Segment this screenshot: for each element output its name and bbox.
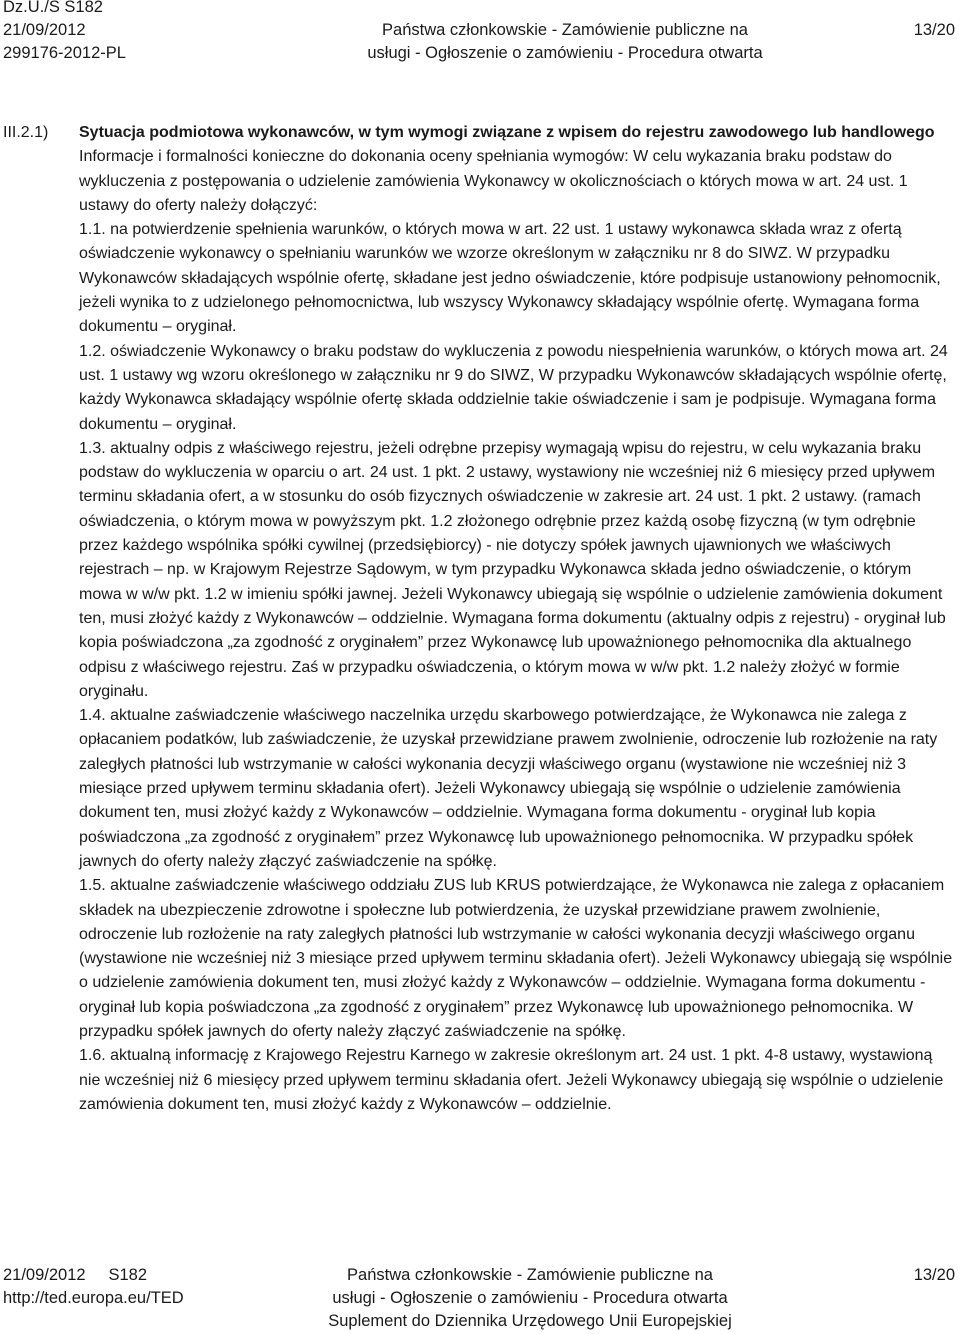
paragraph-1-4: 1.4. aktualne zaświadczenie właściwego naczelnika urzędu skarbowego potwierdzające, że Wykonawca nie zalega z opłacaniem podatków, lub zaświadczenie, że uzyskał przewidziane prawem zwolnienie, odroczenie lub rozłożenie na raty zaległych płatności lub wstrzymanie w całości wykonania decyzji właściwego organu (wystawione nie wcześniej niż 3 miesiące przed upływem terminu składania ofert). Jeżeli Wykonawcy ubiegają się wspólnie o udzielenie zamówienia dokument ten, musi złożyć każdy z Wykonawców – oddzielnie. Wymagana forma dokumentu - oryginał lub kopia poświadczona „za zgodność z oryginałem” przez Wykonawcę lub upoważnionego pełnomocnika. W przypadku spółek jawnych do oferty należy złączyć zaświadczenie na spółkę.: [79, 707, 938, 870]
footer-date-issue: 21/09/2012 S182: [3, 1266, 148, 1284]
header-left: [3, 0, 126, 65]
paragraph-1-5: 1.5. aktualne zaświadczenie właściwego oddziału ZUS lub KRUS potwierdzające, że Wykonawca nie zalega z opłacaniem składek na ubezpieczenie zdrowotne i społeczne lub potwierdzenia, że uzyskał przewidziane prawem zwolnienie, odroczenie lub rozłożenie na raty zaległych płatności lub wstrzymanie w całości wykonania decyzji właściwego organu (wystawione nie wcześniej niż 3 miesiące przed upływem terminu składania ofert). Jeżeli Wykonawcy ubiegają się wspólnie o udzielenie zamówienia dokument ten, musi złożyć każdy z Wykonawców – oddzielnie. Wymagana forma dokumentu - oryginał lub kopia poświadczona „za zgodność z oryginałem” przez Wykonawcę lub upoważnionego pełnomocnika. W przypadku spółek jawnych do oferty należy złączyć zaświadczenie na spółkę.: [79, 877, 953, 1040]
section-content: [79, 121, 957, 1117]
footer-left: [3, 1264, 184, 1310]
doc-reference: Dz.U./S S182: [3, 0, 103, 16]
header-title: [320, 19, 810, 65]
notice-id: 299176-2012-PL: [3, 44, 126, 62]
section-number: III.2.1): [3, 124, 49, 141]
header-title-line1: Państwa członkowskie - Zamówienie publiczne na: [382, 21, 748, 39]
page-header: [0, 0, 960, 70]
footer-title-line2: usługi - Ogłoszenie o zamówieniu - Procedura otwarta: [332, 1289, 728, 1307]
paragraph-intro: Informacje i formalności konieczne do dokonania oceny spełniania wymogów: W celu wykazania braku podstaw do wykluczenia z postępowania o udzielenie zamówienia Wykonawcy w okolicznościach o których mowa w art. 24 ust. 1 ustawy do oferty należy dołączyć:: [79, 148, 908, 214]
page-footer: [0, 1264, 960, 1334]
paragraph-1-1: 1.1. na potwierdzenie spełnienia warunków, o których mowa w art. 22 ust. 1 ustawy wykonawca składa wraz z ofertą oświadczenie wykonawcy o spełnianiu warunków we wzorze określonym w załączniku nr 8 do SIWZ. W przypadku Wykonawców składających wspólnie ofertę, składane jest jedno oświadczenie, które podpisuje ustanowiony pełnomocnik, jeżeli wynika to z udzielonego pełnomocnictwa, lub wszyscy Wykonawcy składający wspólnie ofertę. Wymagana forma dokumentu – oryginał.: [79, 221, 941, 336]
header-date: 21/09/2012: [3, 21, 86, 39]
footer-title-line1: Państwa członkowskie - Zamówienie publiczne na: [347, 1266, 713, 1284]
header-title-line2: usługi - Ogłoszenie o zamówieniu - Procedura otwarta: [367, 44, 763, 62]
header-page-number: 13/20: [913, 21, 955, 39]
footer-url-link[interactable]: http://ted.europa.eu/TED: [3, 1289, 184, 1307]
paragraph-1-3: 1.3. aktualny odpis z właściwego rejestru, jeżeli odrębne przepisy wymagają wpisu do rejestru, w celu wykazania braku podstaw do wykluczenia w oparciu o art. 24 ust. 1 pkt. 2 ustawy, wystawiony nie wcześniej niż 6 miesięcy przed upływem terminu składania ofert, a w stosunku do osób fizycznych oświadczenie w zakresie art. 24 ust. 1 pkt. 2 ustawy. (ramach oświadczenia, o którym mowa w powyższym pkt. 1.2 złożonego odrębnie przez każdą osobę fizyczną (w tym odrębnie przez każdego wspólnika spółki cywilnej (przedsiębiorcy) - nie dotyczy spółek jawnych ujawnionych we właściwych rejestrach – np. w Krajowym Rejestrze Sądowym, w tym przypadku Wykonawca składa jedno oświadczenie, o którym mowa w w/w pkt. 1.2 w imieniu spółki jawnej. Jeżeli Wykonawcy ubiegają się wspólnie o udzielenie zamówienia dokument ten, musi złożyć każdy z Wykonawców – oddzielnie. Wymagana forma dokumentu (aktualny odpis z rejestru) - oryginał lub kopia poświadczona „za zgodność z oryginałem” przez Wykonawcę lub upoważnionego pełnomocnika dla aktualnego odpisu z właściwego rejestru. Zaś w przypadku oświadczenia, o którym mowa w w/w pkt. 1.2 należy złożyć w formie oryginału.: [79, 439, 946, 700]
section-title: Sytuacja podmiotowa wykonawców, w tym wymogi związane z wpisem do rejestru zawodowego lub handlowego: [79, 124, 935, 141]
footer-page-number: 13/20: [913, 1266, 955, 1284]
paragraph-1-6: 1.6. aktualną informację z Krajowego Rejestru Karnego w zakresie określonym art. 24 ust. 1 pkt. 4-8 ustawy, wystawioną nie wcześniej niż 6 miesięcy przed upływem terminu składania ofert. Jeżeli Wykonawcy ubiegają się wspólnie o udzielenie zamówienia dokument ten, musi złożyć każdy z Wykonawców – oddzielnie.: [79, 1047, 944, 1113]
paragraph-1-2: 1.2. oświadczenie Wykonawcy o braku podstaw do wykluczenia z powodu niespełnienia warunków, o których mowa art. 24 ust. 1 ustawy wg wzoru określonego w załączniku nr 9 do SIWZ, W przypadku Wykonawców składających wspólnie ofertę, każdy Wykonawca składający wspólnie ofertę składa oddzielnie takie oświadczenie i sam je podpisuje. Wymagana forma dokumentu – oryginał.: [79, 342, 948, 433]
footer-title: [300, 1264, 760, 1333]
footer-supplement: Suplement do Dziennika Urzędowego Unii Europejskiej: [328, 1312, 732, 1330]
